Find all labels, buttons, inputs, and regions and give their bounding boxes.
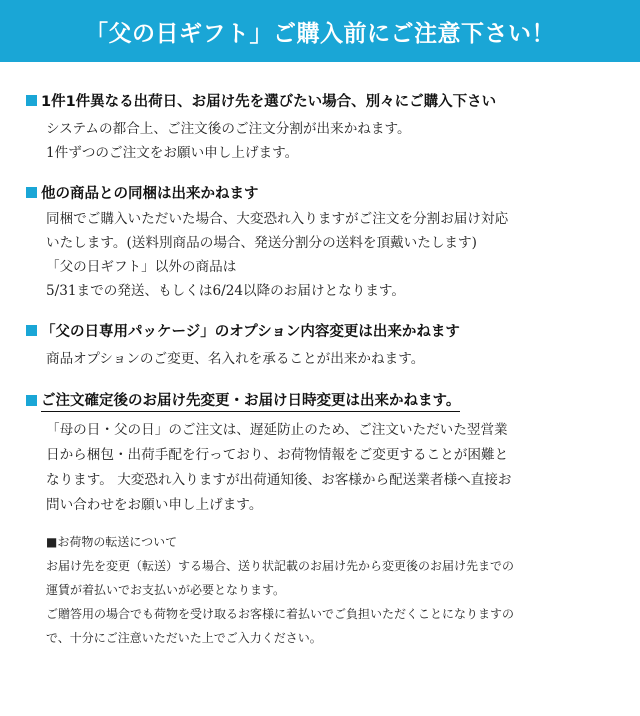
body-line: なります。 大変恐れ入りますが出荷通知後、お客様から配送業者様へ直接お (46, 472, 512, 488)
section-body (46, 117, 614, 165)
square-bullet-icon (26, 95, 37, 106)
section-body (46, 347, 614, 371)
section-heading: 他の商品との同梱は出来かねます (26, 182, 614, 203)
body-line: 問い合わせをお願い申し上げます。 (46, 497, 263, 513)
notice-section-bundling (26, 182, 614, 303)
body-line: システムの都合上、ご注文後のご注文分割が出来かねます。 (46, 121, 411, 137)
notice-content (0, 90, 640, 650)
body-line: 5/31までの発送、もしくは6/24以降のお届けとなります。 (46, 283, 406, 299)
body-line: 日から梱包・出荷手配を行っており、お荷物情報をご変更することが困難と (46, 447, 509, 463)
body-line: 1件ずつのご注文をお願い申し上げます。 (46, 145, 299, 161)
page-title: 「父の日ギフト」ご購入前にご注意下さい！ (85, 20, 555, 47)
header-banner (0, 0, 640, 62)
note-line: 運賃が着払いでお支払いが必要となります。 (46, 583, 286, 597)
section-body (46, 418, 614, 518)
body-line: 商品オプションのご変更、名入れを承ることが出来かねます。 (46, 351, 425, 367)
section-heading: 1件1件異なる出荷日、お届け先を選びたい場合、別々にご購入下さい (26, 90, 614, 111)
note-line: お届け先を変更（転送）する場合、送り状記載のお届け先から変更後のお届け先までの (46, 559, 515, 573)
note-line: ご贈答用の場合でも荷物を受け取るお客様に着払いでご負担いただくことになりますの (46, 607, 515, 621)
note-line: で、十分にご注意いただいた上でご入力ください。 (46, 631, 322, 645)
body-line: いたします。(送料別商品の場合、発送分割分の送料を頂戴いたします) (46, 235, 477, 251)
body-line: 「父の日ギフト」以外の商品は (46, 259, 237, 275)
section-heading: 「父の日専用パッケージ」のオプション内容変更は出来かねます (26, 320, 614, 341)
notice-section-package-options (26, 320, 614, 371)
body-line: 「母の日・父の日」のご注文は、遅延防止のため、ご注文いただいた翌営業 (46, 422, 508, 438)
notice-section-delivery-change (26, 389, 614, 518)
square-bullet-icon (26, 395, 37, 406)
section-heading: ご注文確定後のお届け先変更・お届け日時変更は出来かねます。 (26, 389, 614, 412)
body-line: 同梱でご購入いただいた場合、大変恐れ入りますがご注文を分割お届け対応 (46, 211, 509, 227)
square-bullet-icon (26, 187, 37, 198)
square-bullet-icon (26, 325, 37, 336)
note-title: ■お荷物の転送について (46, 535, 178, 549)
section-body (46, 207, 614, 303)
notice-section-separate-purchase (26, 90, 614, 165)
forwarding-note (46, 530, 614, 650)
